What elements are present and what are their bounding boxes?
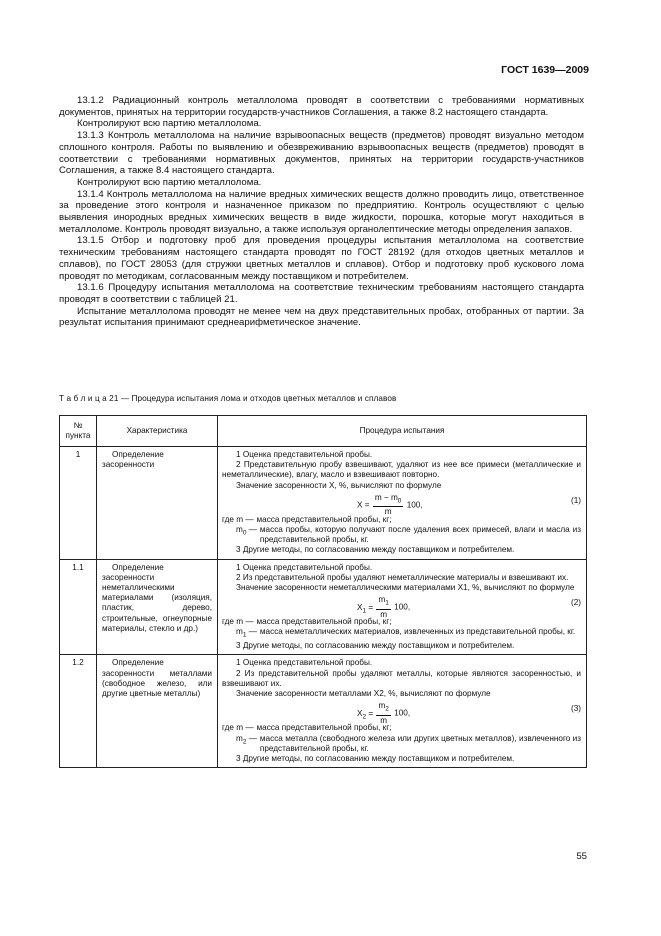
row-procedure (218, 447, 587, 560)
page-number: 55 (576, 851, 587, 862)
procedure-step: Значение засоренности металлами X2, %, вычисляют по формуле (236, 689, 491, 699)
body-text (59, 95, 584, 329)
formula-fraction (376, 595, 390, 620)
formula-denominator: m (384, 507, 392, 517)
procedure-step: 2 Из представительной пробы удаляют металлы, которые являются засоренностью, и взвешивают их. (222, 668, 581, 688)
paragraph: Контролируют всю партию металлолома. (77, 118, 262, 130)
formula-rest: 100, (406, 500, 423, 510)
row-number: 1.2 (60, 655, 97, 768)
formula-numerator: $m_2$ (376, 701, 390, 716)
formula-numerator: $m_1$ (376, 595, 390, 610)
formula-numerator: $m - m_0$ (373, 493, 404, 508)
header-num: № пункта (60, 416, 97, 447)
formula (222, 491, 581, 515)
procedure-step: 2 Представительную пробу взвешивают, удаляют из нее все примеси (металлические и неметаллические), влагу, масло и взвешивают повторно. (222, 460, 581, 480)
legend-symbol: где m — (222, 514, 254, 524)
formula-number: (3) (570, 704, 581, 714)
legend-definition: масса пробы, которую получают после удаления всех примесей, влаги и масла из представительной пробы, кг. (259, 525, 581, 545)
formula-rest: 100, (394, 602, 411, 612)
legend-symbol: где m — (222, 723, 254, 733)
formula-legend (222, 734, 581, 754)
formula-lhs: X = (357, 500, 370, 510)
legend-definition: масса представительной пробы, кг; (256, 514, 392, 524)
procedure-step: 1 Оценка представительной пробы. (236, 450, 373, 459)
formula-denominator: m (380, 715, 388, 725)
formula-expression (357, 701, 410, 726)
header-characteristic: Характеристика (97, 416, 218, 447)
table-caption: Т а б л и ц а 21 — Процедура испытания лома и отходов цветных металлов и сплавов (59, 394, 397, 403)
row-procedure (218, 559, 587, 655)
row-characteristic (97, 447, 218, 560)
document-header: ГОСТ 1639—2009 (501, 64, 589, 76)
table-header-row (60, 416, 587, 447)
row-number: 1 (60, 447, 97, 560)
procedure-step: 3 Другие методы, по согласованию между поставщиком и потребителем. (236, 753, 515, 763)
procedure-step: 1 Оценка представительной пробы. (236, 562, 373, 572)
paragraph: 13.1.3 Контроль металлолома на наличие взрывоопасных веществ (предметов) проводят визуально методом сплошного контроля. Работы по выявлению и обезвреживанию взрывоопасных веществ (предметов) проводят в соответствии с требованиями нормативных документов, принятых на территории государств-участников Соглашения, а также 8.4 настоящего стандарта. (59, 130, 584, 177)
formula-fraction (373, 493, 404, 518)
procedure-step: 3 Другие методы, по согласованию между поставщиком и потребителем. (236, 545, 515, 555)
legend-definition: масса представительной пробы, кг; (256, 723, 392, 733)
legend-symbol: $m_0$ — (236, 525, 257, 537)
row-characteristic (97, 655, 218, 768)
legend-symbol: $m_1$ — (236, 627, 257, 640)
characteristic-text: Определение засоренности (102, 450, 164, 470)
legend-definition: масса неметаллических материалов, извлеченных из представительной пробы, кг. (259, 627, 576, 637)
legend-definition: масса представительной пробы, кг; (256, 617, 392, 627)
formula-rest: 100, (394, 708, 411, 718)
formula-number: (1) (570, 495, 581, 505)
characteristic-text: Определение засоренности неметаллическими материалами (изоляция, пластик, дерево, строительные, огнеупорные материалы, стекло и др.) (102, 562, 212, 633)
row-number: 1.1 (60, 559, 97, 655)
paragraph: 13.1.5 Отбор и подготовку проб для проведения процедуры испытания металлолома на соответствие техническим требованиям настоящего стандарта проводят по ГОСТ 28192 (для отходов цветных металлов и сплавов), по ГОСТ 28053 (для стружки цветных металлов и сплавов). Отбор и подготовку проб кускового лома проводят по методикам, согласованным между поставщиком и потребителем. (59, 235, 584, 282)
legend-definition: масса металла (свободного железа или других цветных металлов), извлеченного из представительной пробы, кг. (259, 733, 581, 753)
formula-denominator: m (380, 609, 388, 619)
header-procedure: Процедура испытания (218, 416, 587, 447)
formula-lhs: $X_2$ = (357, 708, 374, 721)
paragraph: 13.1.4 Контроль металлолома на наличие вредных химических веществ должно проводить лицо, ответственное за проведение этого контроля и назначенное приказом по предприятию. Контроль осуществляют с целью выявления инородных вредных химических веществ в виде жидкости, порошка, которые могут находиться в металлоломе. Контроль проводят визуально, а также используя органолептические методы определения запахов. (59, 188, 584, 235)
procedure-table (59, 415, 587, 768)
procedure-step: 3 Другие методы, по согласованию между поставщиком и потребителем. (236, 641, 515, 651)
formula-legend (222, 525, 581, 545)
formula-legend (222, 627, 581, 641)
legend-symbol: $m_2$ — (236, 733, 257, 746)
table-row (60, 559, 587, 655)
procedure-step: 1 Оценка представительной пробы. (236, 658, 373, 668)
legend-symbol: где m — (222, 617, 254, 627)
procedure-step: Значение засоренности X, %, вычисляют по формуле (236, 480, 442, 490)
paragraph: 13.1.6 Процедуру испытания металлолома на соответствие техническим требованиям настоящего стандарта проводят в соответствии с таблицей 21. (59, 282, 584, 305)
table-row (60, 447, 587, 560)
paragraph: 13.1.2 Радиационный контроль металлолома проводят в соответствии с требованиями нормативных документов, принятых на территории государств-участников Соглашения, а также 8.2 настоящего стандарта. (59, 95, 584, 118)
paragraph: Контролируют всю партию металлолома. (77, 176, 262, 188)
formula-lhs: $X_1$ = (357, 602, 374, 615)
formula-expression (357, 493, 423, 518)
formula-expression (357, 595, 410, 620)
procedure-step: 2 Из представительной пробы удаляют неметаллические материалы и взвешивают их. (236, 572, 569, 582)
characteristic-text: Определение засоренности металлами (свободное железо, или другие цветные металлы) (102, 658, 212, 699)
formula-fraction (376, 701, 390, 726)
formula (222, 699, 581, 723)
row-characteristic (97, 559, 218, 655)
row-procedure (218, 655, 587, 768)
formula-number: (2) (570, 598, 581, 608)
paragraph: Испытание металлолома проводят не менее чем на двух представительных пробах, отобранных от партии. За результат испытания принимают среднеарифметическое значение. (59, 305, 584, 329)
table-row (60, 655, 587, 768)
procedure-step: Значение засоренности неметаллическими материалами X1, %, вычисляют по формуле (236, 583, 575, 593)
formula (222, 593, 581, 617)
